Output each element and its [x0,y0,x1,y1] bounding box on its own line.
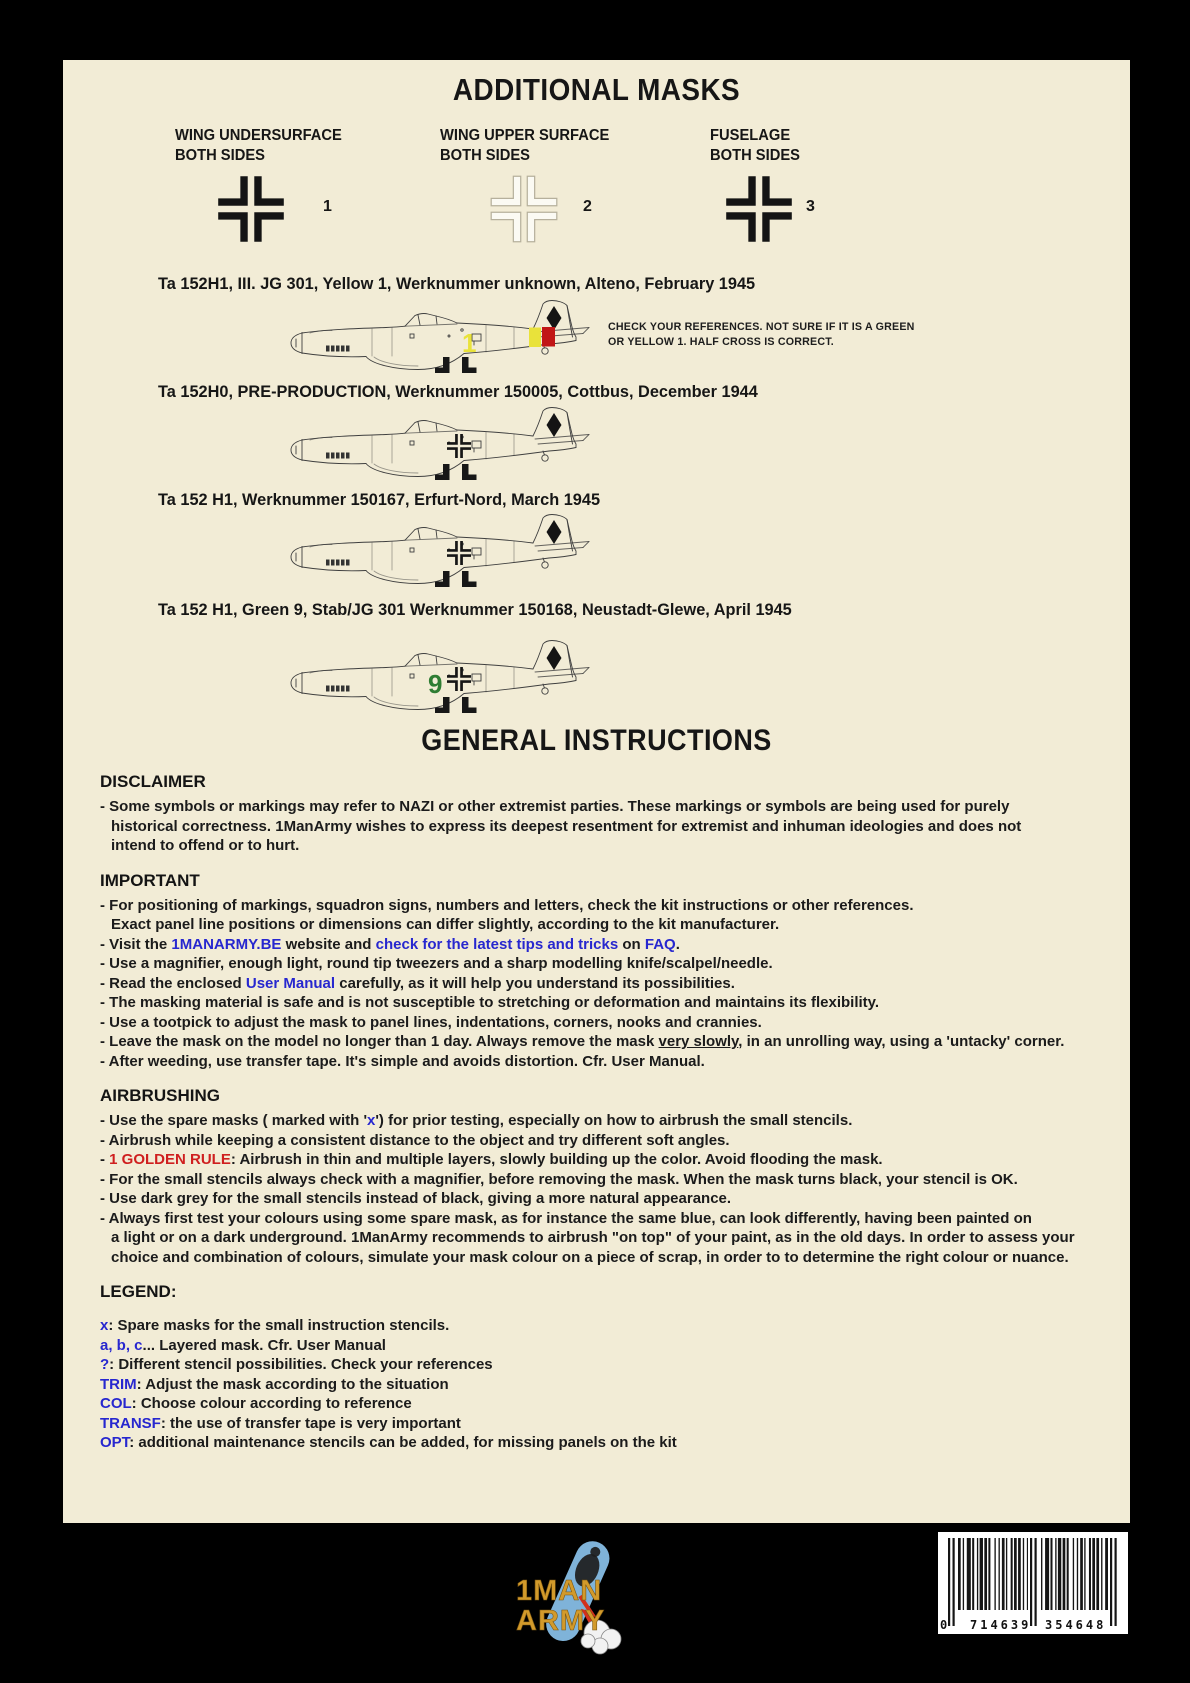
barcode [938,1532,1128,1634]
instruction-line [100,1150,1108,1170]
text-segment: intend to offend or to hurt. [111,837,300,854]
text-segment: on [618,935,645,953]
instruction-line [100,915,1108,935]
mask-number-3: 3 [806,198,815,215]
instruction-line [100,1013,1108,1033]
text-segment: - For positioning of markings, squadron signs, numbers and letters, check the kit instructions or other references. [100,896,914,914]
text-segment: choice and combination of colours, simulate your mask colour on a piece of scrap, in order to to determine the right colour or nuance. [111,1248,1069,1266]
inline-link-text: ? [100,1356,110,1373]
general-instructions-title: GENERAL INSTRUCTIONS [421,724,772,757]
section-heading: AIRBRUSHING [100,1086,220,1105]
section-heading: IMPORTANT [100,870,200,890]
text-segment: - Always first test your colours using some spare mask, as for instance the same blue, can look differently, having been painted on [100,1209,1032,1227]
inline-link-text: TRANSF [100,1414,161,1432]
barcode-right-group: 354648 [1045,1618,1107,1632]
instruction-line [100,974,1108,994]
instruction-line [100,1189,1108,1209]
text-segment: - [100,1151,110,1168]
inline-link-text: check for the latest tips and tricks [375,935,619,953]
mask-label-fuselage [710,126,800,166]
instruction-line [100,1111,1108,1131]
text-segment: . [675,935,680,953]
mask-label-line: BOTH SIDES [440,147,530,164]
section-heading: DISCLAIMER [100,772,206,791]
text-segment: - Visit the [100,935,172,953]
text-segment: website and [281,935,376,953]
aircraft-illustration-4 [286,636,626,716]
text-segment: historical correctness. 1ManArmy wishes to express its deepest resentment for extremist and inhuman ideologies and does not [111,817,1022,835]
text-segment: : additional maintenance stencils can be added, for missing panels on the kit [129,1434,677,1451]
text-segment: : Spare masks for the small instruction stencils. [108,1317,450,1334]
text-segment: - Use a tootpick to adjust the mask to panel lines, indentations, corners, nooks and crannies. [100,1013,762,1031]
instruction-line [100,1052,1108,1072]
text-segment: : Adjust the mask according to the situation [136,1375,449,1393]
instruction-line [100,1336,1108,1356]
mask-label-line: WING UNDERSURFACE [175,127,342,144]
text-segment: : Different stencil possibilities. Check your references [109,1356,493,1373]
aircraft-illustration-2 [286,403,626,483]
instruction-line [100,797,1108,817]
instruction-line [100,1209,1108,1229]
logo-text-line2: ARMY [516,1605,606,1637]
text-segment: 1 GOLDEN RULE [109,1151,231,1168]
text-segment: ... Layered mask. Cfr. User Manual [142,1336,386,1354]
text-segment: - Use the spare masks ( marked with ' [100,1112,368,1129]
text-segment: Exact panel line positions or dimensions can differ slightly, according to the kit manufacturer. [111,916,780,933]
aircraft-caption-2: Ta 152H0, PRE-PRODUCTION, Werknummer 150005, Cottbus, December 1944 [158,382,758,401]
balkenkreuz-mask-black-3 [718,166,800,252]
text-segment: carefully, as it will help you understand its possibilities. [335,974,735,992]
aircraft-caption-4: Ta 152 H1, Green 9, Stab/JG 301 Werknummer 150168, Neustadt-Glewe, April 1945 [158,600,792,619]
inline-link-text: x [100,1317,109,1334]
aircraft-caption-3: Ta 152 H1, Werknummer 150167, Erfurt-Nord, March 1945 [158,490,601,509]
text-segment: a light or on a dark underground. 1ManArmy recommends to airbrush "on top" of your paint, as in the old days. In order to assess your [111,1229,1075,1246]
inline-link-text: 1MANARMY.BE [171,935,282,953]
text-segment: - After weeding, use transfer tape. It's simple and avoids distortion. Cfr. User Manual. [100,1052,705,1070]
reference-note [608,320,915,350]
text-segment: - Some symbols or markings may refer to NAZI or other extremist parties. These markings or symbols are being used for purely [100,798,1010,815]
instruction-sheet-page [63,60,1130,1523]
barcode-left-group: 714639 [970,1618,1032,1632]
text-segment: : the use of transfer tape is very important [160,1414,461,1432]
inline-link-text: TRIM [100,1375,137,1393]
logo-text-line1: 1MAN [516,1575,603,1607]
balkenkreuz-mask-black-1 [210,166,292,252]
aircraft-illustration-1 [286,296,626,376]
oneman-army-logo [500,1538,635,1663]
text-segment: - For the small stencils always check with a magnifier, before removing the mask. When the mask turns black, your stencil is OK. [100,1170,1018,1188]
mask-label-line: WING UPPER SURFACE [440,127,610,144]
page-title: ADDITIONAL MASKS [452,72,741,107]
mask-number-2: 2 [583,198,592,215]
aircraft-illustration-3 [286,510,626,590]
inline-link-text: COL [100,1395,132,1412]
instruction-line [100,1131,1108,1151]
instruction-line [100,1316,1108,1336]
instruction-line [100,993,1108,1013]
text-segment: - Read the enclosed [100,974,246,992]
text-segment: - Use dark grey for the small stencils instead of black, giving a more natural appearance. [100,1190,732,1207]
mask-label-wing-undersurface [175,126,342,166]
instruction-line [100,935,1108,955]
text-segment: , in an unrolling way, using a 'untacky' corner. [738,1033,1065,1050]
text-segment: - The masking material is safe and is not susceptible to stretching or deformation and maintains its flexibility. [100,994,880,1011]
inline-link-text: x [367,1112,376,1129]
text-segment: - Leave the mask on the model no longer than 1 day. Always remove the mask [100,1033,659,1050]
aircraft-caption-1: Ta 152H1, III. JG 301, Yellow 1, Werknummer unknown, Alteno, February 1945 [158,274,756,293]
instruction-line [100,1394,1108,1414]
instruction-line [100,817,1108,837]
inline-link-text: User Manual [245,974,336,992]
barcode-prefix-digit: 0 [940,1618,951,1632]
svg-text:9: 9 [428,669,443,699]
text-segment: ') for prior testing, especially on how to airbrush the small stencils. [375,1112,853,1129]
mask-label-line: BOTH SIDES [175,147,265,164]
instruction-line [100,1248,1108,1268]
reference-note-line: CHECK YOUR REFERENCES. NOT SURE IF IT IS A GREEN [608,321,915,333]
text-segment: - Use a magnifier, enough light, round tip tweezers and a sharp modelling knife/scalpel/needle. [100,955,773,972]
instructions-text [100,772,1108,1453]
reference-note-line: OR YELLOW 1. HALF CROSS IS CORRECT. [608,336,834,348]
section-heading: LEGEND: [100,1282,177,1301]
balkenkreuz-mask-white-2 [483,166,565,252]
instruction-line [100,1032,1108,1052]
mask-label-line: BOTH SIDES [710,147,800,164]
mask-label-line: FUSELAGE [710,127,791,144]
instruction-line [100,1375,1108,1395]
text-segment: very slowly [658,1033,739,1050]
instruction-line [100,954,1108,974]
instruction-line [100,1355,1108,1375]
mask-number-1: 1 [323,198,332,215]
inline-link-text: a, b, c [100,1336,143,1354]
instruction-line [100,1433,1108,1453]
inline-link-text: FAQ [644,935,676,953]
svg-text:1: 1 [462,328,477,358]
text-segment: : Airbrush in thin and multiple layers, slowly building up the color. Avoid flooding the mask. [230,1151,883,1168]
text-segment: : Choose colour according to reference [131,1395,412,1412]
instruction-line [100,1414,1108,1434]
text-segment: - Airbrush while keeping a consistent distance to the object and try different soft angles. [100,1131,730,1149]
inline-link-text: OPT [100,1434,130,1451]
instruction-line [100,1170,1108,1190]
instruction-line [100,896,1108,916]
mask-label-wing-upper-surface [440,126,609,166]
instruction-line [100,836,1108,856]
instruction-line [100,1228,1108,1248]
